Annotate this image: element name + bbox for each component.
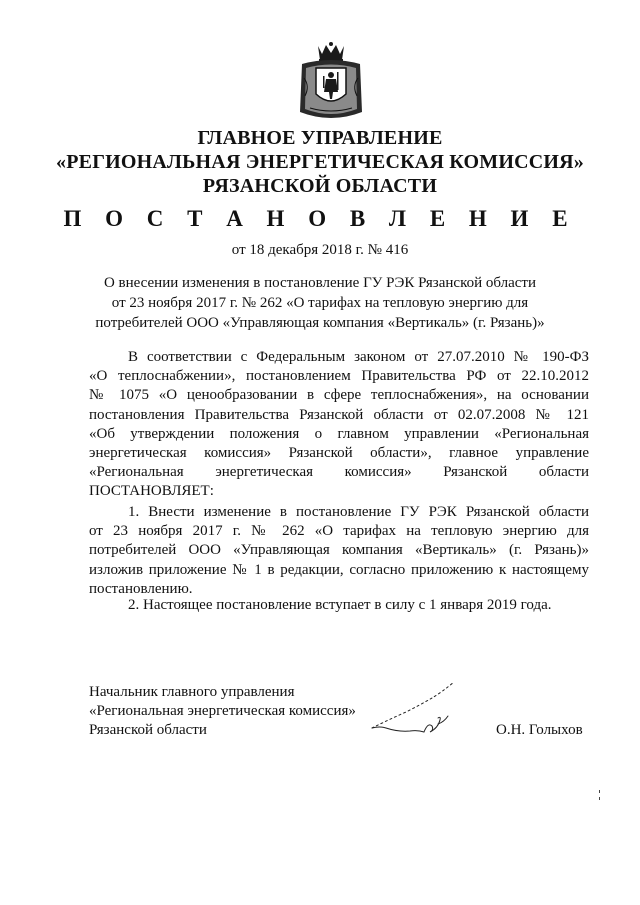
clause-1-line: от 23 ноября 2017 г. № 262 «О тарифах на тепловую энергию для <box>89 523 589 540</box>
document-type: П О С Т А Н О В Л Е Н И Е <box>63 206 577 231</box>
signatory-position-line: «Региональная энергетическая комиссия» <box>89 703 356 719</box>
clause-1-line: 1. Внести изменение в постановление ГУ РЭК Рязанской области <box>128 504 589 520</box>
clause-2-line: 2. Настоящее постановление вступает в силу с 1 января 2019 года. <box>128 597 552 613</box>
signatory-position-line: Рязанской области <box>89 722 207 738</box>
preamble-line: ПОСТАНОВЛЯЕТ: <box>89 483 214 500</box>
subject-line: О внесении изменения в постановление ГУ РЭК Рязанской области <box>103 275 537 291</box>
document-subject <box>0 273 640 333</box>
clause-2 <box>89 596 589 615</box>
preamble-line: энергетическая комиссия» Рязанской области», главное управление <box>89 445 589 462</box>
clause-1 <box>89 503 589 599</box>
signatory-position <box>89 683 356 740</box>
org-title-line-2: «РЕГИОНАЛЬНАЯ ЭНЕРГЕТИЧЕСКАЯ КОМИССИЯ» <box>56 151 584 173</box>
coat-of-arms-emblem <box>296 42 366 124</box>
clause-1-line: изложив приложение № 1 в редакции, согласно приложению к настоящему <box>89 561 589 578</box>
preamble-line: В соответствии с Федеральным законом от 27.07.2010 № 190-ФЗ <box>128 349 589 365</box>
preamble-line: № 1075 «О ценообразовании в сфере теплоснабжения», на основании <box>89 387 589 404</box>
clause-1-line: постановлению. <box>89 580 193 597</box>
preamble-line: «Региональная энергетическая комиссия» Рязанской области <box>89 464 589 481</box>
org-title-line-3: РЯЗАНСКОЙ ОБЛАСТИ <box>202 175 438 197</box>
org-title-line-1: ГЛАВНОЕ УПРАВЛЕНИЕ <box>197 127 443 149</box>
preamble-paragraph <box>89 348 589 502</box>
subject-line: потребителей ООО «Управляющая компания «Вертикаль» (г. Рязань)» <box>95 315 545 331</box>
signer-name: О.Н. Голыхов <box>496 722 583 738</box>
handwritten-signature <box>368 676 460 738</box>
preamble-line: «О теплоснабжении», постановлением Правительства РФ от 22.10.2012 <box>89 368 589 385</box>
preamble-line: «Об утверждении положения о главном управлении «Региональная <box>89 425 589 442</box>
preamble-line: постановления Правительства Рязанской области от 02.07.2008 № 121 <box>89 406 589 423</box>
margin-mark <box>598 790 601 802</box>
document-date-number: от 18 декабря 2018 г. № 416 <box>231 242 409 258</box>
signatory-position-line: Начальник главного управления <box>89 684 295 700</box>
subject-line: от 23 ноября 2017 г. № 262 «О тарифах на тепловую энергию для <box>111 295 529 311</box>
clause-1-line: потребителей ООО «Управляющая компания «Вертикаль» (г. Рязань)» <box>89 542 589 559</box>
